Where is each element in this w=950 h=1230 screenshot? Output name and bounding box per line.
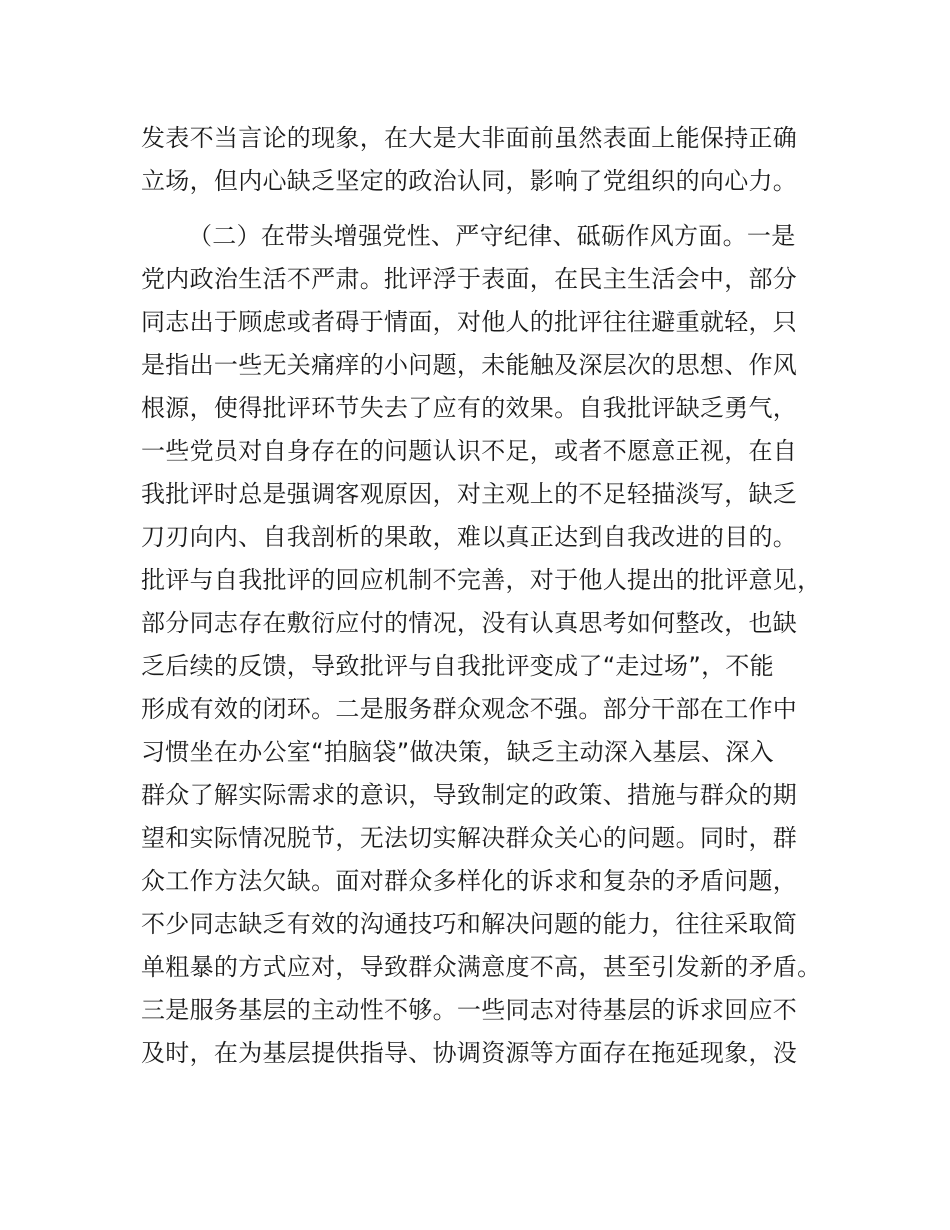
text-line: 三是服务基层的主动性不够。一些同志对待基层的诉求回应不 (141, 996, 798, 1024)
text-line: 一些党员对自身存在的问题认识不足，或者不愿意正视，在自 (141, 437, 798, 465)
text-line: 同志出于顾虑或者碍于情面，对他人的批评往往避重就轻，只 (141, 308, 798, 336)
text-line: 立场，但内心缺乏坚定的政治认同，影响了党组织的向心力。 (141, 167, 798, 195)
text-line: 我批评时总是强调客观原因，对主观上的不足轻描淡写，缺乏 (141, 480, 798, 508)
text-line: 望和实际情况脱节，无法切实解决群众关心的问题。同时，群 (141, 824, 798, 852)
text-line: 群众了解实际需求的意识，导致制定的政策、措施与群众的期 (141, 781, 798, 809)
text-line: 不少同志缺乏有效的沟通技巧和解决问题的能力，往往采取简 (141, 910, 798, 938)
text-line: 刀刃向内、自我剖析的果敢，难以真正达到自我改进的目的。 (141, 523, 798, 551)
text-line: 根源，使得批评环节失去了应有的效果。自我批评缺乏勇气， (141, 394, 798, 422)
text-line: 批评与自我批评的回应机制不完善，对于他人提出的批评意见， (141, 566, 822, 594)
text-line: 乏后续的反馈，导致批评与自我批评变成了“走过场”，不能 (141, 652, 774, 680)
text-line: 众工作方法欠缺。面对群众多样化的诉求和复杂的矛盾问题， (141, 867, 798, 895)
text-line: 发表不当言论的现象，在大是大非面前虽然表面上能保持正确 (141, 124, 798, 152)
text-line: 形成有效的闭环。二是服务群众观念不强。部分干部在工作中 (141, 695, 798, 723)
text-line: 及时，在为基层提供指导、协调资源等方面存在拖延现象，没 (141, 1039, 798, 1067)
paragraph-start-line: （二）在带头增强党性、严守纪律、砥砺作风方面。一是 (188, 222, 796, 250)
text-line: 党内政治生活不严肃。批评浮于表面，在民主生活会中，部分 (141, 265, 798, 293)
text-line: 习惯坐在办公室“拍脑袋”做决策，缺乏主动深入基层、深入 (141, 738, 774, 766)
text-line: 是指出一些无关痛痒的小问题，未能触及深层次的思想、作风 (141, 351, 798, 379)
text-line: 单粗暴的方式应对，导致群众满意度不高，甚至引发新的矛盾。 (141, 953, 822, 981)
text-line: 部分同志存在敷衍应付的情况，没有认真思考如何整改，也缺 (141, 609, 798, 637)
